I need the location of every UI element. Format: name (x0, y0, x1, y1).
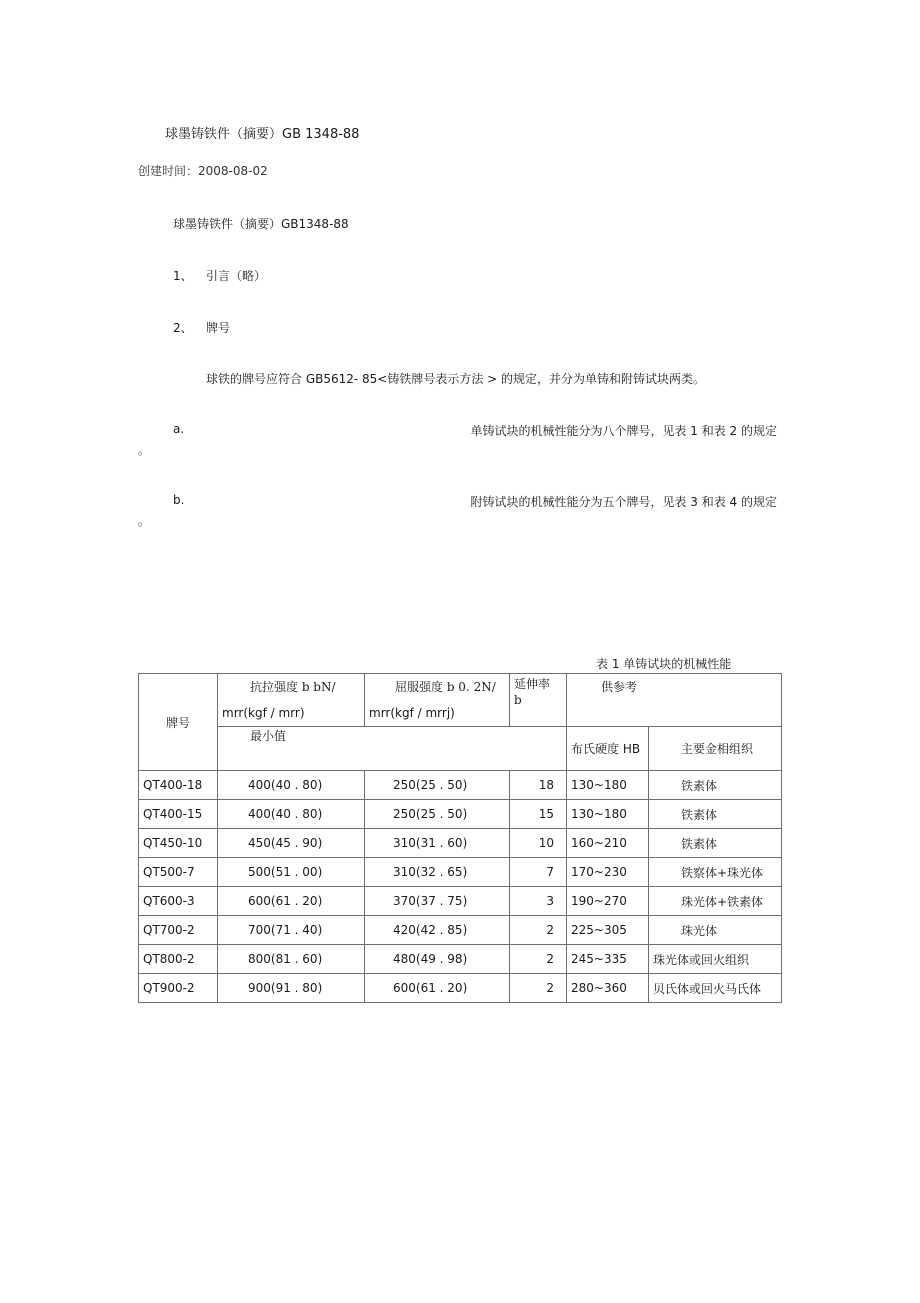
cell-structure: 铁素体 (649, 771, 782, 800)
cell-yield: 250(25 . 50) (365, 800, 510, 829)
cell-yield: 600(61 . 20) (365, 974, 510, 1003)
cell-brand: QT450-10 (139, 829, 218, 858)
item-b-label: b. (173, 493, 185, 507)
table-row (139, 916, 782, 945)
cell-elongation: 2 (510, 945, 567, 974)
header-row-1 (139, 674, 782, 727)
item-b-tail: 。 (138, 514, 151, 528)
header-reference: 供参考 (567, 674, 782, 727)
cell-tensile: 600(61 . 20) (218, 887, 365, 916)
item-a-label: a. (173, 422, 185, 436)
cell-tensile: 500(51 . 00) (218, 858, 365, 887)
cell-yield: 420(42 . 85) (365, 916, 510, 945)
header-yield-line1: 屈服强度 b 0. 2N/ (395, 680, 496, 694)
cell-structure: 铁素体 (649, 829, 782, 858)
cell-yield: 310(31 . 60) (365, 829, 510, 858)
cell-hardness: 225~305 (567, 916, 649, 945)
cell-tensile: 900(91 . 80) (218, 974, 365, 1003)
item-b-text: 附铸试块的机械性能分为五个牌号，见表 3 和表 4 的规定 (470, 495, 777, 509)
cell-tensile: 800(81 . 60) (218, 945, 365, 974)
cell-yield: 250(25 . 50) (365, 771, 510, 800)
cell-brand: QT600-3 (139, 887, 218, 916)
cell-yield: 370(37 . 75) (365, 887, 510, 916)
section-1-title: 引言（略） (206, 269, 267, 283)
cell-brand: QT400-15 (139, 800, 218, 829)
cell-hardness: 170~230 (567, 858, 649, 887)
table-row (139, 945, 782, 974)
created-date: 创建时间：2008-08-02 (138, 164, 268, 178)
header-elongation-line1: 延伸率 (514, 677, 551, 691)
cell-tensile: 700(71 . 40) (218, 916, 365, 945)
cell-hardness: 280~360 (567, 974, 649, 1003)
cell-elongation: 3 (510, 887, 567, 916)
header-tensile (218, 674, 365, 727)
cell-hardness: 190~270 (567, 887, 649, 916)
table-row (139, 887, 782, 916)
cell-elongation: 7 (510, 858, 567, 887)
item-a-text: 单铸试块的机械性能分为八个牌号，见表 1 和表 2 的规定 (470, 424, 777, 438)
header-row-2 (139, 727, 782, 771)
cell-brand: QT500-7 (139, 858, 218, 887)
table-row (139, 858, 782, 887)
section-2-title: 牌号 (206, 321, 231, 335)
header-brand: 牌号 (139, 674, 218, 771)
cell-yield: 310(32 . 65) (365, 858, 510, 887)
cell-elongation: 10 (510, 829, 567, 858)
cell-tensile: 450(45 . 90) (218, 829, 365, 858)
item-a-tail: 。 (138, 443, 151, 457)
section-2-number: 2、 (173, 321, 193, 335)
paragraph: 球铁的牌号应符合 GB5612- 85<铸铁牌号表示方法 > 的规定，并分为单铸和附铸试块两类。 (206, 372, 706, 386)
cell-elongation: 15 (510, 800, 567, 829)
section-1-number: 1、 (173, 269, 193, 283)
cell-brand: QT400-18 (139, 771, 218, 800)
table-row (139, 771, 782, 800)
header-yield-line2: mrr(kgf / mrrj) (369, 706, 455, 720)
table-caption: 表 1 单铸试块的机械性能 (596, 657, 732, 671)
cell-tensile: 400(40 . 80) (218, 771, 365, 800)
cell-elongation: 2 (510, 974, 567, 1003)
cell-brand: QT900-2 (139, 974, 218, 1003)
header-structure: 主要金相组织 (649, 727, 782, 771)
table-row (139, 829, 782, 858)
cell-elongation: 18 (510, 771, 567, 800)
cell-hardness: 130~180 (567, 771, 649, 800)
table-row (139, 800, 782, 829)
cell-yield: 480(49 . 98) (365, 945, 510, 974)
cell-hardness: 130~180 (567, 800, 649, 829)
cell-brand: QT800-2 (139, 945, 218, 974)
cell-structure: 贝氏体或回火马氏体 (649, 974, 782, 1003)
header-yield (365, 674, 510, 727)
cell-hardness: 160~210 (567, 829, 649, 858)
header-tensile-line2: mrr(kgf / mrr) (222, 706, 305, 720)
cell-elongation: 2 (510, 916, 567, 945)
cell-structure: 珠光体或回火组织 (649, 945, 782, 974)
cell-structure: 珠光体+铁素体 (649, 887, 782, 916)
document-subtitle: 球墨铸铁件（摘要）GB1348-88 (173, 217, 349, 231)
cell-structure: 铁素体 (649, 800, 782, 829)
table-row (139, 974, 782, 1003)
mechanical-properties-table (138, 673, 782, 1003)
cell-tensile: 400(40 . 80) (218, 800, 365, 829)
cell-structure: 铁察体+珠光体 (649, 858, 782, 887)
header-elongation-line2: b (514, 693, 522, 707)
header-elongation (510, 674, 567, 727)
cell-brand: QT700-2 (139, 916, 218, 945)
header-minimum: 最小值 (218, 727, 567, 771)
document-title: 球墨铸铁件（摘要）GB 1348-88 (165, 127, 360, 142)
header-hardness: 布氏硬度 HB (567, 727, 649, 771)
cell-structure: 珠光体 (649, 916, 782, 945)
cell-hardness: 245~335 (567, 945, 649, 974)
header-tensile-line1: 抗拉强度 b bN/ (250, 680, 336, 694)
